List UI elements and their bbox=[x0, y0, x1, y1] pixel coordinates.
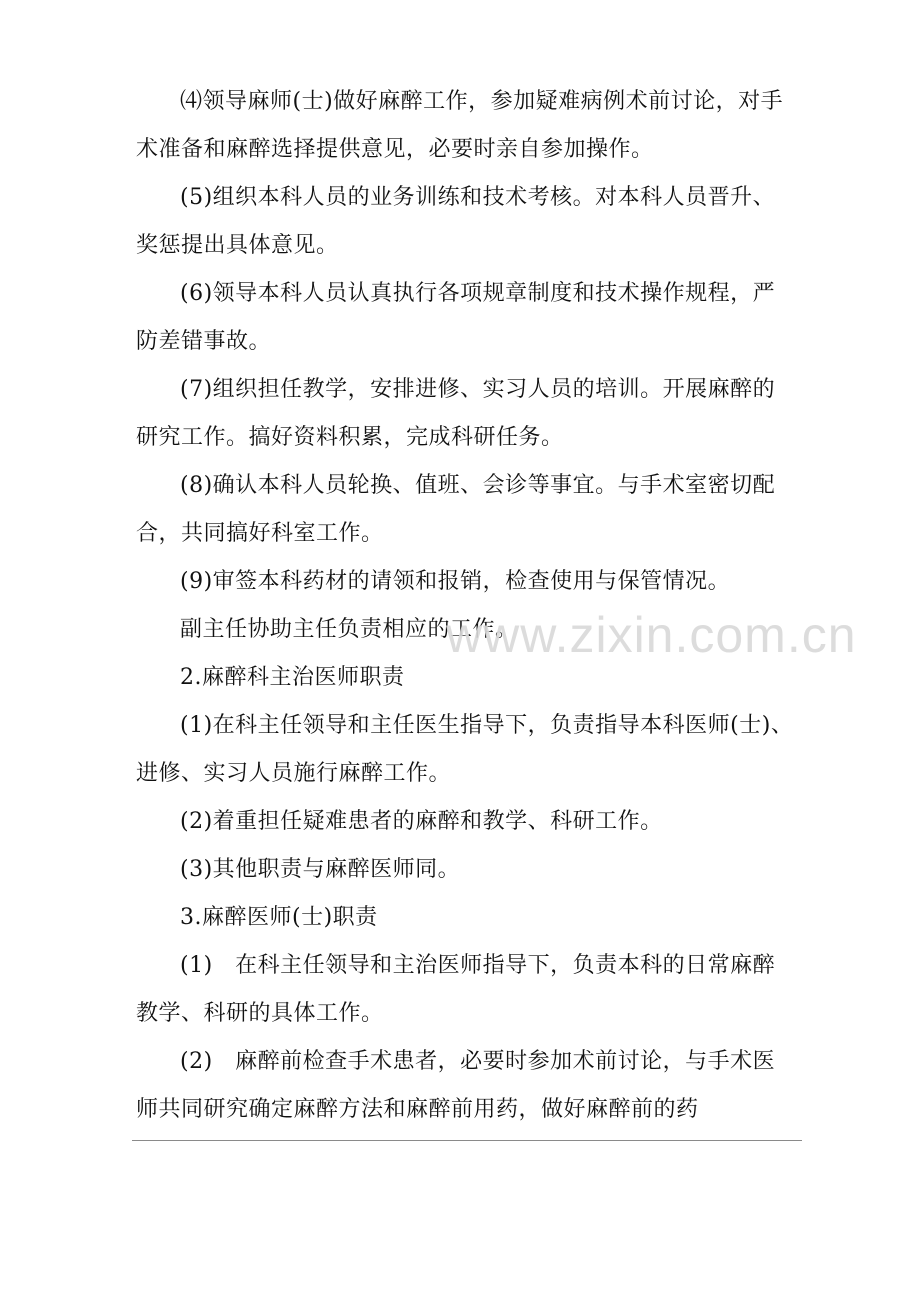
paragraph-duty-4: ⑷领导麻师(士)做好麻醉工作，参加疑难病例术前讨论，对手术准备和麻醉选择提供意见，必要时亲自参加操作。 bbox=[136, 89, 784, 162]
paragraph-attending-2: (2)着重担任疑难患者的麻醉和教学、科研工作。 bbox=[180, 809, 663, 834]
footer-divider bbox=[132, 1140, 802, 1141]
paragraph-duty-7: (7)组织担任教学，安排进修、实习人员的培训。开展麻醉的研究工作。搞好资料积累，完成科研任务。 bbox=[136, 377, 776, 450]
document-body bbox=[136, 78, 796, 1134]
paragraph-duty-9: (9)审签本科药材的请领和报销，检查使用与保管情况。 bbox=[180, 569, 731, 594]
section-heading-attending: 2.麻醉科主治医师职责 bbox=[180, 665, 405, 690]
paragraph-attending-1: (1)在科主任领导和主任医生指导下，负责指导本科医师(士)、进修、实习人员施行麻醉工作。 bbox=[136, 713, 794, 786]
paragraph-physician-2: (2) 麻醉前检查手术患者，必要时参加术前讨论，与手术医师共同研究确定麻醉方法和麻醉前用药，做好麻醉前的药 bbox=[136, 1049, 776, 1122]
section-heading-physician: 3.麻醉医师(士)职责 bbox=[180, 905, 378, 930]
watermark-text: www.zixin.com.cn bbox=[446, 607, 857, 663]
paragraph-duty-5: (5)组织本科人员的业务训练和技术考核。对本科人员晋升、奖惩提出具体意见。 bbox=[136, 185, 776, 258]
paragraph-physician-1: (1) 在科主任领导和主治医师指导下，负责本科的日常麻醉教学、科研的具体工作。 bbox=[136, 953, 776, 1026]
paragraph-attending-3: (3)其他职责与麻醉医师同。 bbox=[180, 857, 461, 882]
paragraph-duty-8: (8)确认本科人员轮换、值班、会诊等事宜。与手术室密切配合，共同搞好科室工作。 bbox=[136, 473, 776, 546]
paragraph-duty-6: (6)领导本科人员认真执行各项规章制度和技术操作规程，严防差错事故。 bbox=[136, 281, 776, 354]
paragraph-deputy-director: 副主任协助主任负责相应的工作。 bbox=[180, 617, 518, 642]
